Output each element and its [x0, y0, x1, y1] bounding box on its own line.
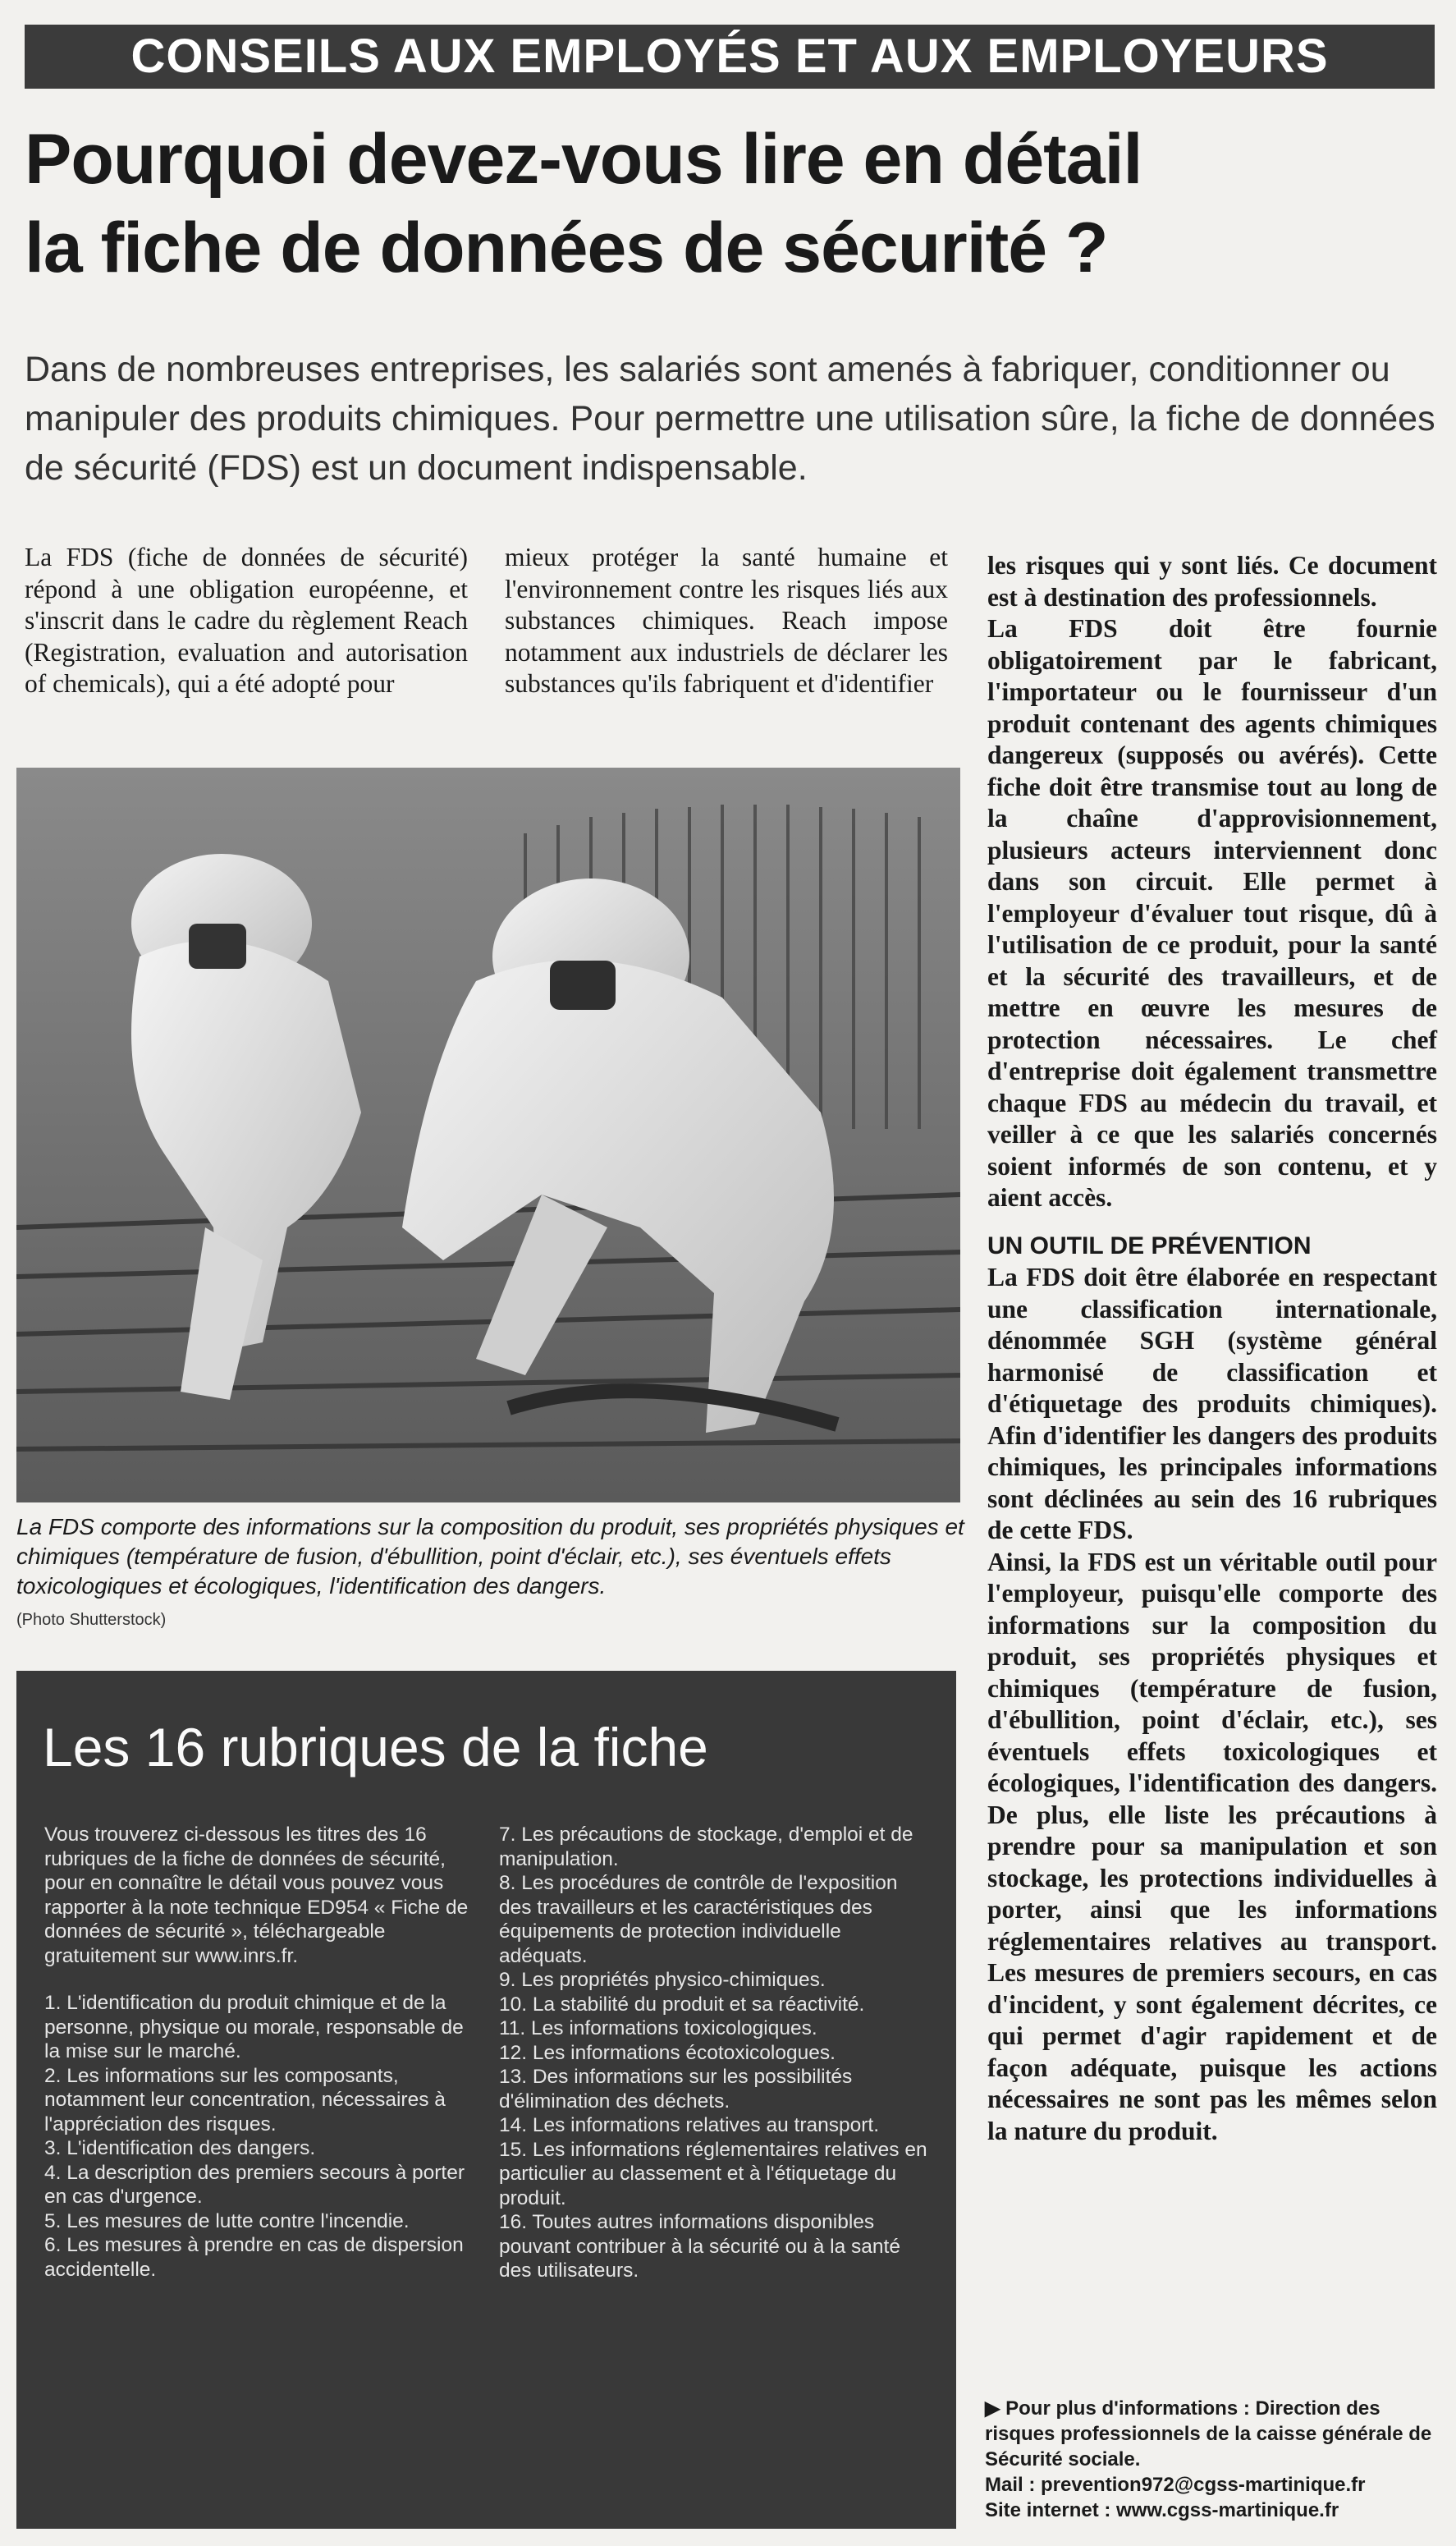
list-item: 16. Toutes autres informations disponibles pouvant contribuer à la sécurité ou à la santé des utilisateurs. [499, 2211, 900, 2282]
page-title [25, 115, 1436, 292]
article-paragraph: Ainsi, la FDS est un véritable outil pour l'employeur, puisqu'elle comporte des informations sur la composition du produit, ses propriétés physiques et chimiques (température de fusion, d'ébullition, point d'éclair, etc.), ses éventuels effets toxicologiques et écologiques, l'identification des dangers. De plus, elle liste les précautions à prendre pour sa manipulation et son stockage, les protections individuelles à porter, ainsi que les informations réglementaires relatives au transport. Les mesures de premiers secours, en cas d'incident, y sont également décrites, ce qui permet d'agir rapidement et de façon adéquate, puisque les actions nécessaires ne sont pas les mêmes selon la nature du produit. [987, 1547, 1437, 2145]
title-line-1: Pourquoi devez-vous lire en détail [25, 120, 1142, 199]
box-right-column [499, 1823, 934, 2283]
list-item: 6. Les mesures à prendre en cas de dispersion accidentelle. [44, 2234, 464, 2281]
contact-mail: Mail : prevention972@cgss-martinique.fr [985, 2474, 1366, 2496]
list-item: 9. Les propriétés physico-chimiques. [499, 1969, 826, 1991]
list-item: 15. Les informations réglementaires relatives en particulier au classement et à l'étiquetage du produit. [499, 2138, 927, 2209]
article-column-3 [987, 550, 1437, 2147]
article-paragraph: mieux protéger la santé humaine et l'environnement contre les risques liés aux substances chimiques. Reach impose notamment aux industriels de déclarer les substances qu'ils fabriquent et d'identifier [505, 543, 948, 698]
article-column-2 [505, 542, 948, 739]
photo-illustration [16, 768, 960, 1502]
list-item: 3. L'identification des dangers. [44, 2137, 316, 2159]
article-column-1 [25, 542, 468, 739]
list-item: 1. L'identification du produit chimique et de la personne, physique ou morale, responsable de la mise sur le marché. [44, 1992, 464, 2062]
article-paragraph: La FDS (fiche de données de sécurité) répond à une obligation européenne, et s'inscrit dans le cadre du règlement Reach (Registration, evaluation and autorisation of chemicals), qui a été adopté pour [25, 543, 468, 698]
section-banner: CONSEILS AUX EMPLOYÉS ET AUX EMPLOYEURS [25, 25, 1435, 89]
arrow-icon: ▶ [985, 2397, 1000, 2420]
box-left-column [44, 1823, 471, 2282]
more-info-label: Pour plus d'informations : Direction des risques professionnels de la caisse générale de Sécurité sociale. [985, 2397, 1432, 2470]
list-item: 11. Les informations toxicologiques. [499, 2017, 817, 2039]
subheading: UN OUTIL DE PRÉVENTION [987, 1232, 1312, 1259]
list-item: 14. Les informations relatives au transport. [499, 2114, 880, 2136]
list-item: 10. La stabilité du produit et sa réactivité. [499, 1993, 865, 2016]
article-paragraph: les risques qui y sont liés. Ce document est à destination des professionnels. [987, 551, 1437, 612]
standfirst: Dans de nombreuses entreprises, les salariés sont amenés à fabriquer, conditionner ou manipuler des produits chimiques. Pour permettre une utilisation sûre, la fiche de données de sécurité (FDS) est un document indispensable. [25, 350, 1435, 488]
list-item: 7. Les précautions de stockage, d'emploi et de manipulation. [499, 1823, 913, 1870]
photo-credit: (Photo Shutterstock) [16, 1611, 167, 1629]
workers-photo [16, 768, 960, 1502]
article-paragraph: La FDS doit être fournie obligatoirement par le fabricant, l'importateur ou le fournisseur d'un produit contenant des agents chimiques dangereux (supposés ou avérés). Cette fiche doit être transmise tout au long de la chaîne d'approvisionnement, plusieurs acteurs interviennent donc dans son circuit. Elle permet à l'employeur d'évaluer tout risque, dû à l'utilisation de ce produit, pour la santé et la sécurité des travailleurs, et de mettre en œuvre les mesures de protection nécessaires. Le chef d'entreprise doit également transmettre chaque FDS au médecin du travail, et veiller à ce que les salariés concernés soient informés de son contenu, et y aient accès. [987, 614, 1437, 1212]
box-intro: Vous trouverez ci-dessous les titres des 16 rubriques de la fiche de données de sécurité, pour en connaître le détail vous pouvez vous rapporter à la note technique ED954 « Fiche de données de sécurité », téléchargeable gratuitement sur www.inrs.fr. [44, 1823, 469, 1967]
title-line-2: la fiche de données de sécurité ? [25, 209, 1108, 287]
list-item: 2. Les informations sur les composants, notamment leur concentration, nécessaires à l'appréciation des risques. [44, 2064, 446, 2135]
list-item: 8. Les procédures de contrôle de l'exposition des travailleurs et les caractéristiques des équipements de protection individuelle adéquats. [499, 1872, 898, 1967]
more-info [985, 2396, 1445, 2523]
list-item: 4. La description des premiers secours à porter en cas d'urgence. [44, 2161, 465, 2208]
article-paragraph: La FDS doit être élaborée en respectant une classification internationale, dénommée SGH (système général harmonisé de classification et d'étiquetage des produits chimiques). Afin d'identifier les dangers des produits chimiques, les principales informations sont déclinées au sein des 16 rubriques de cette FDS. [987, 1263, 1437, 1544]
list-item: 5. Les mesures de lutte contre l'incendie. [44, 2209, 410, 2232]
list-item: 12. Les informations écotoxicologues. [499, 2041, 836, 2064]
sixteen-sections-box [16, 1671, 956, 2529]
contact-website: Site internet : www.cgss-martinique.fr [985, 2499, 1339, 2521]
box-title: Les 16 rubriques de la fiche [43, 1717, 708, 1778]
photo-caption: La FDS comporte des informations sur la composition du produit, ses propriétés physiques et chimiques (température de fusion, d'ébullition, point d'éclair, etc.), ses éventuels effets toxicologiques et écologiques, l'identification des dangers. [16, 1514, 964, 1599]
list-item: 13. Des informations sur les possibilités d'élimination des déchets. [499, 2066, 853, 2112]
